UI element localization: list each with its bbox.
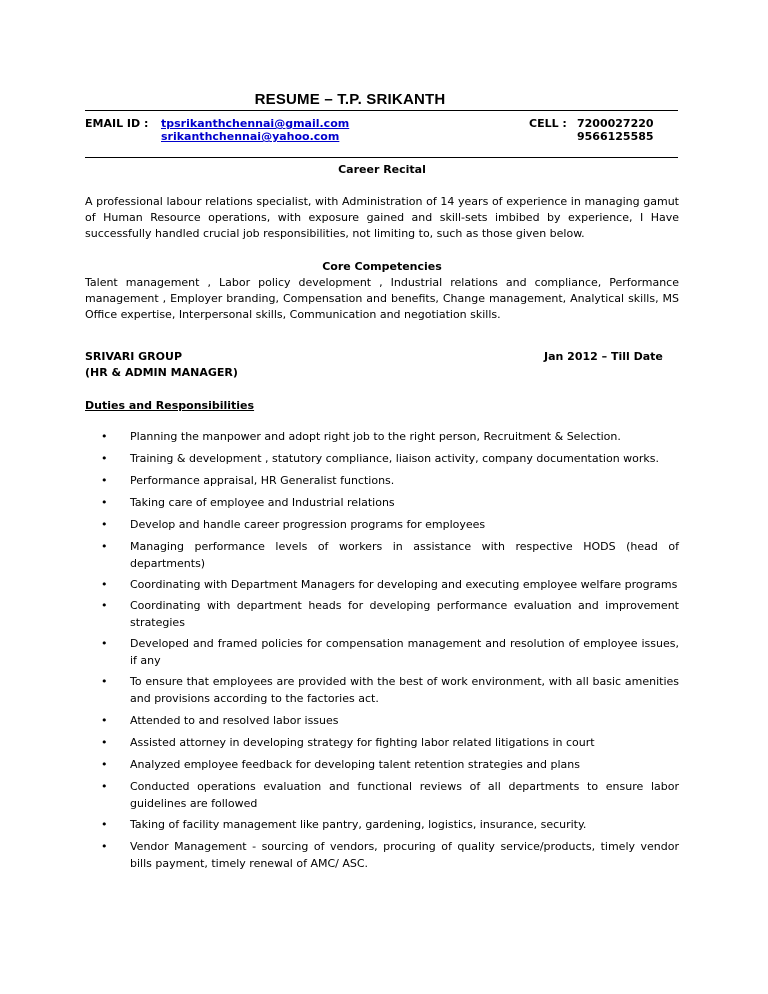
bullet-icon: • [101, 540, 108, 553]
bullet-icon: • [101, 496, 108, 509]
competencies-heading: Core Competencies [322, 260, 442, 273]
duty-item: • To ensure that employees are provided with the best of work environment, with all basic amenities and provisions according to the factories act. [101, 675, 679, 705]
cell-number-2: 9566125585 [577, 130, 654, 143]
duty-item: • Analyzed employee feedback for developing talent retention strategies and plans [101, 758, 580, 771]
duty-item: • Assisted attorney in developing strategy for fighting labor related litigations in court [101, 736, 595, 749]
duty-item: • Coordinating with Department Managers for developing and executing employee welfare programs [101, 578, 678, 591]
email-link-gmail[interactable]: tpsrikanthchennai@gmail.com [161, 117, 350, 130]
duty-item: • Taking of facility management like pantry, gardening, logistics, insurance, security. [101, 818, 587, 831]
bullet-icon: • [101, 780, 108, 793]
duty-item: • Developed and framed policies for compensation management and resolution of employee issues, if any [101, 637, 679, 667]
duty-item: • Performance appraisal, HR Generalist functions. [101, 474, 395, 487]
contact-divider [85, 157, 678, 158]
competencies-text: Talent management , Labor policy development , Industrial relations and compliance, Performance management , Employer branding, Compensation and benefits, Change management, Analytical skills, MS Office expertise, Interpersonal skills, Communication and negotiation skills. [85, 276, 679, 321]
bullet-icon: • [101, 452, 108, 465]
bullet-icon: • [101, 675, 108, 688]
duty-item: • Attended to and resolved labor issues [101, 714, 339, 727]
duty-item: • Coordinating with department heads for developing performance evaluation and improvement strategies [101, 599, 679, 629]
email-link-yahoo[interactable]: srikanthchennai@yahoo.com [161, 130, 340, 143]
job-role: (HR & ADMIN MANAGER) [85, 366, 238, 379]
bullet-icon: • [101, 818, 108, 831]
duty-item: • Planning the manpower and adopt right job to the right person, Recruitment & Selection. [101, 430, 621, 443]
cell-number-1: 7200027220 [577, 117, 654, 130]
duty-item: • Vendor Management - sourcing of vendors, procuring of quality service/products, timely vendor bills payment, timely renewal of AMC/ ASC. [101, 840, 679, 870]
resume-title: RESUME – T.P. SRIKANTH [254, 91, 446, 108]
bullet-icon: • [101, 578, 108, 591]
bullet-icon: • [101, 637, 108, 650]
bullet-icon: • [101, 714, 108, 727]
bullet-icon: • [101, 599, 108, 612]
career-text: A professional labour relations specialist, with Administration of 14 years of experience in managing gamut of Human Resource operations, with exposure gained and skill-sets imbibed by experience, I Have successfully handled crucial job responsibilities, not limiting to, such as those given below. [85, 195, 679, 240]
bullet-icon: • [101, 518, 108, 531]
duty-item: • Managing performance levels of workers in assistance with respective HODS (head of departments) [101, 540, 679, 570]
cell-label: CELL : [529, 117, 567, 130]
duty-item: • Develop and handle career progression programs for employees [101, 518, 486, 531]
job-period: Jan 2012 – Till Date [544, 350, 663, 363]
bullet-icon: • [101, 474, 108, 487]
career-heading: Career Recital [338, 163, 426, 176]
bullet-icon: • [101, 736, 108, 749]
email-label: EMAIL ID : [85, 117, 149, 130]
company-name: SRIVARI GROUP [85, 350, 183, 363]
duty-item: • Conducted operations evaluation and functional reviews of all departments to ensure labor guidelines are followed [101, 780, 679, 810]
title-divider [85, 110, 678, 111]
duty-item: • Taking care of employee and Industrial relations [101, 496, 395, 509]
duties-heading: Duties and Responsibilities [85, 399, 255, 412]
duties-list [85, 428, 679, 872]
bullet-icon: • [101, 840, 108, 853]
duty-item: • Training & development , statutory compliance, liaison activity, company documentation works. [101, 452, 660, 465]
bullet-icon: • [101, 758, 108, 771]
bullet-icon: • [101, 430, 108, 443]
